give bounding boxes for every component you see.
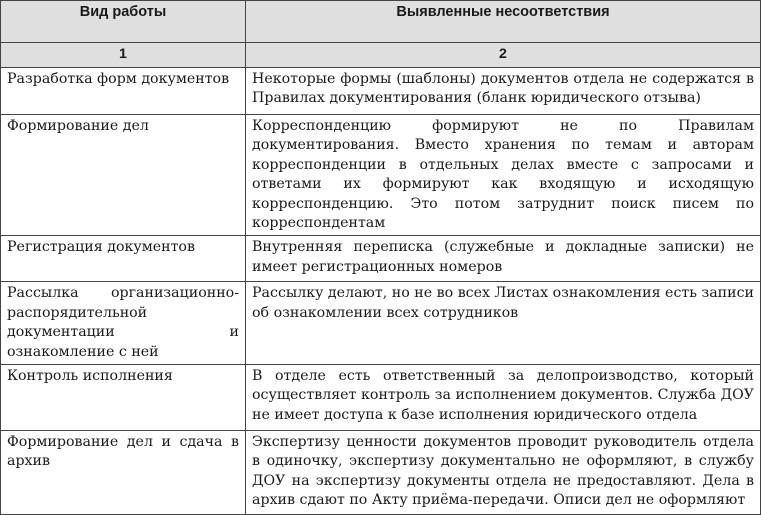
nonconformity-cell: Внутренняя переписка (служебные и докладные записки) не имеет регистрационных номеров: [246, 236, 761, 282]
nonconformity-cell: В отделе есть ответственный за делопроизводство, который осуществляет контроль за исполнением документов. Служба ДОУ не имеет доступа к базе исполнения юридического отдела: [246, 365, 761, 431]
header-nonconformities: Выявленные несоответствия: [246, 1, 761, 43]
column-number-2: 2: [246, 43, 761, 68]
table-row: [1, 236, 761, 282]
column-number-1: 1: [1, 43, 246, 68]
table-row: [1, 68, 761, 115]
work-type-cell: Контроль исполнения: [1, 365, 246, 431]
table-row: [1, 365, 761, 431]
work-type-cell: Регистрация документов: [1, 236, 246, 282]
work-type-cell: Рассылка организационно-распорядительной документации и ознакомление с ней: [1, 282, 246, 365]
nonconformity-cell: Экспертизу ценности документов проводит руководитель отдела в одиночку, экспертизу документально не оформляют, в службу ДОУ на экспертизу документы отдела не предоставляют. Дела в архив сдают по Акту приёма-передачи. Описи дел не оформляют: [246, 431, 761, 515]
header-row: [1, 1, 761, 43]
table-row: [1, 115, 761, 236]
work-type-cell: Формирование дел: [1, 115, 246, 236]
table-row: [1, 431, 761, 515]
nonconformity-cell: Некоторые формы (шаблоны) документов отдела не содержатся в Правилах документирования (бланк юридического отзыва): [246, 68, 761, 115]
nonconformity-cell: Корреспонденцию формируют не по Правилам документирования. Вместо хранения по темам и авторам корреспонденции в отдельных делах вместе с запросами и ответами их формируют как входящую и исходящую корреспонденцию. Это потом затруднит поиск писем по корреспондентам: [246, 115, 761, 236]
nonconformity-cell: Рассылку делают, но не во всех Листах ознакомления есть записи об ознакомлении всех сотрудников: [246, 282, 761, 365]
header-work-type: Вид работы: [1, 1, 246, 43]
work-type-cell: Формирование дел и сдача в архив: [1, 431, 246, 515]
table-row: [1, 282, 761, 365]
work-type-cell: Разработка форм документов: [1, 68, 246, 115]
column-number-row: [1, 43, 761, 68]
